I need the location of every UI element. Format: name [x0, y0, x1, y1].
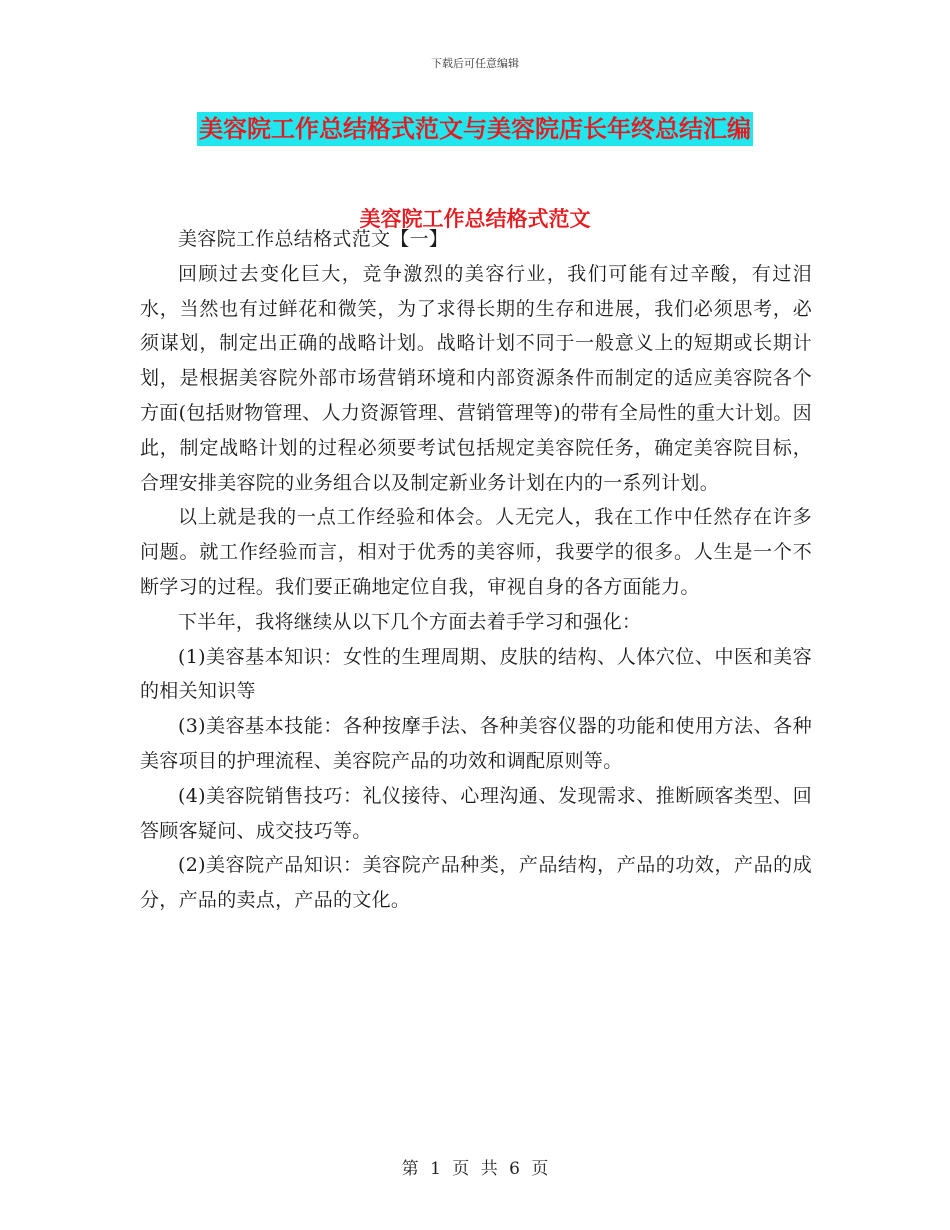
paragraph: 美容院工作总结格式范文【一】	[178, 228, 449, 250]
paragraph: (2)美容院产品知识：美容院产品种类，产品结构，产品的功效，产品的成分，产品的卖点，产品的文化。	[140, 854, 812, 912]
document-body	[140, 222, 812, 918]
paragraph: 回顾过去变化巨大，竞争激烈的美容行业，我们可能有过辛酸，有过泪水，当然也有过鲜花和微笑，为了求得长期的生存和进展，我们必须思考，必须谋划，制定出正确的战略计划。战略计划不同于一般意义上的短期或长期计划，是根据美容院外部市场营销环境和内部资源条件而制定的适应美容院各个方面(包括财物管理、人力资源管理、营销管理等)的带有全局性的重大计划。因此，制定战略计划的过程必须要考试包括规定美容院任务，确定美容院目标，合理安排美容院的业务组合以及制定新业务计划在内的一系列计划。	[140, 262, 812, 494]
page-number: 第 1 页 共 6 页	[401, 1159, 549, 1179]
header-note: 下载后可任意编辑	[431, 57, 519, 70]
paragraph: (3)美容基本技能：各种按摩手法、各种美容仪器的功能和使用方法、各种美容项目的护理流程、美容院产品的功效和调配原则等。	[140, 715, 812, 772]
paragraph: 以上就是我的一点工作经验和体会。人无完人，我在工作中任然存在许多问题。就工作经验而言，相对于优秀的美容师，我要学的很多。人生是一个不断学习的过程。我们要正确地定位自我，审视自身的各方面能力。	[140, 506, 812, 598]
paragraph: (4)美容院销售技巧：礼仪接待、心理沟通、发现需求、推断顾客类型、回答顾客疑问、成交技巧等。	[140, 784, 812, 842]
paragraph: 下半年，我将继续从以下几个方面去着手学习和强化：	[178, 610, 642, 633]
section-title: 美容院工作总结格式范文	[359, 207, 591, 231]
document-title	[0, 112, 950, 146]
paragraph: (1)美容基本知识：女性的生理周期、皮肤的结构、人体穴位、中医和美容的相关知识等	[140, 645, 812, 703]
document-title-text: 美容院工作总结格式范文与美容院店长年终总结汇编	[197, 112, 753, 146]
